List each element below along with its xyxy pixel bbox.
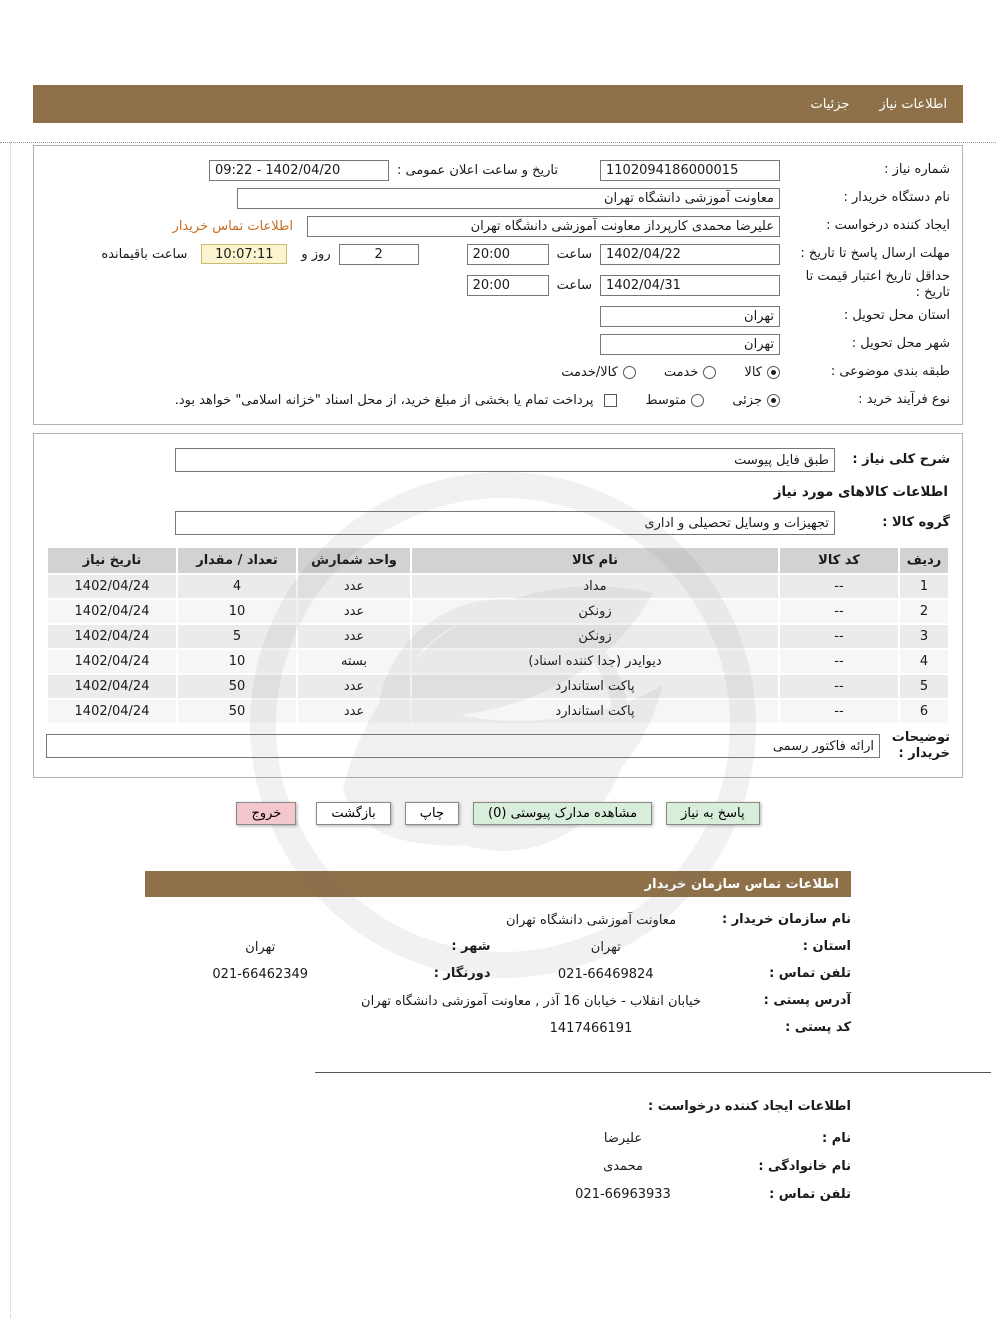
postal-code-label: کد پستی : [785, 1020, 851, 1036]
table-cell: 5 [178, 625, 296, 648]
row-first-name [145, 1124, 851, 1152]
goods-table [46, 546, 950, 725]
need-description-field[interactable]: طبق فایل پیوست [175, 448, 835, 472]
table-cell: 1402/04/24 [48, 625, 176, 648]
row-phone-fax [145, 961, 851, 988]
goods-service-radio[interactable] [623, 366, 636, 379]
page [0, 85, 996, 1208]
goods-group-label: گروه کالا : [882, 514, 950, 530]
postal-code-value: 1417466191 [549, 1021, 633, 1036]
table-row [48, 600, 948, 623]
price-validity-label-line1: حداقل تاریخ اعتبار قیمت تا [805, 268, 950, 284]
need-description-label: شرح کلی نیاز : [852, 451, 950, 467]
table-cell: 4 [900, 650, 948, 673]
tab-need-info[interactable]: اطلاعات نیاز [879, 96, 947, 112]
subject-classification-label: طبقه بندی موضوعی : [830, 363, 950, 379]
row-price-validity [46, 268, 950, 302]
medium-radio[interactable] [691, 394, 704, 407]
price-validity-label [780, 269, 950, 302]
table-cell: 50 [178, 675, 296, 698]
row-creator-phone [145, 1180, 851, 1208]
goods-panel [33, 433, 963, 778]
contact-phone-label: تلفن تماس : [769, 966, 851, 982]
table-cell: -- [780, 625, 898, 648]
validity-date-field[interactable]: 1402/04/31 [600, 275, 780, 296]
goods-section-title: اطلاعات کالاهای مورد نیاز [773, 484, 948, 500]
response-deadline-label: مهلت ارسال پاسخ تا تاریخ : [800, 245, 950, 261]
creator-phone-label: تلفن تماس : [769, 1186, 851, 1202]
row-need-number [46, 156, 950, 184]
option-service[interactable] [664, 365, 717, 380]
table-header-cell: تاریخ نیاز [48, 548, 176, 573]
contact-province-label: استان : [802, 939, 851, 955]
row-need-description [46, 444, 950, 476]
table-cell: عدد [298, 600, 410, 623]
action-buttons [0, 802, 996, 825]
deadline-date-field[interactable]: 1402/04/22 [600, 244, 780, 265]
first-name-value: علیرضا [603, 1130, 643, 1146]
row-delivery-province [46, 302, 950, 330]
contact-phone-value: 021-66469824 [557, 967, 654, 982]
table-row [48, 575, 948, 598]
announce-datetime-field[interactable]: 09:22 - 1402/04/20 [209, 160, 389, 181]
contact-province-value: تهران [590, 940, 621, 955]
first-name-label: نام : [821, 1130, 851, 1146]
table-cell: مداد [412, 575, 778, 598]
row-postal-code [145, 1015, 851, 1042]
option-medium[interactable] [645, 393, 704, 408]
buyer-notes-label-line2: خریدار : [898, 746, 950, 761]
goods-table-body [48, 575, 948, 723]
deadline-time-field[interactable]: 20:00 [467, 244, 549, 265]
delivery-province-field[interactable]: تهران [600, 306, 780, 327]
medium-radio-label: متوسط [645, 392, 687, 408]
table-cell: -- [780, 600, 898, 623]
validity-time-field[interactable]: 20:00 [467, 275, 549, 296]
option-goods-service[interactable] [561, 365, 636, 380]
table-cell: 6 [900, 700, 948, 723]
remaining-days-field[interactable]: 2 [339, 244, 419, 265]
row-last-name [145, 1152, 851, 1180]
delivery-city-label: شهر محل تحویل : [851, 335, 950, 351]
goods-service-radio-label: کالا/خدمت [561, 364, 618, 380]
row-subject-classification [46, 358, 950, 386]
table-cell: بسته [298, 650, 410, 673]
table-cell: عدد [298, 625, 410, 648]
tab-details[interactable]: جزئیات [810, 96, 850, 112]
table-cell: 10 [178, 650, 296, 673]
creator-phone-value: 021-66963933 [575, 1186, 671, 1202]
last-name-value: محمدی [603, 1158, 643, 1174]
table-cell: 5 [900, 675, 948, 698]
goods-radio[interactable] [767, 366, 780, 379]
service-radio-label: خدمت [663, 364, 699, 380]
table-cell: زونکن [412, 625, 778, 648]
buyer-notes-label-line1: توضیحات [891, 729, 950, 745]
petty-radio[interactable] [767, 394, 780, 407]
row-process-type [46, 386, 950, 414]
table-cell: عدد [298, 675, 410, 698]
need-summary-panel [33, 145, 963, 425]
option-goods[interactable] [744, 365, 780, 380]
row-postal-address [145, 988, 851, 1015]
table-header-cell: ردیف [900, 548, 948, 573]
view-attachments-button[interactable]: مشاهده مدارک پیوستی (0) [473, 802, 652, 825]
goods-group-field[interactable]: تجهیزات و وسایل تحصیلی و اداری [175, 511, 835, 535]
org-name-value: معاونت آموزشی دانشگاه تهران [505, 913, 677, 928]
delivery-city-field[interactable]: تهران [600, 334, 780, 355]
contact-fax-value: 021-66462349 [212, 967, 309, 982]
table-cell: -- [780, 700, 898, 723]
validity-hour-label: ساعت [556, 277, 592, 293]
table-header-cell: تعداد / مقدار [178, 548, 296, 573]
last-name-label: نام خانوادگی : [758, 1158, 851, 1174]
buyer-contact-section [145, 907, 851, 1042]
table-row [48, 700, 948, 723]
buyer-org-label: نام دستگاه خریدار : [843, 189, 950, 205]
table-cell: 1402/04/24 [48, 675, 176, 698]
row-delivery-city [46, 330, 950, 358]
delivery-province-label: استان محل تحویل : [843, 307, 950, 323]
request-creator-field[interactable]: علیرضا محمدی کارپرداز معاونت آموزشی دانشگاه تهران [307, 216, 780, 237]
days-unit-label: روز و [301, 246, 331, 262]
treasury-note-label: پرداخت تمام یا بخشی از مبلغ خرید، از محل اسناد "خزانه اسلامی" خواهد بود. [174, 392, 594, 408]
row-response-deadline [46, 240, 950, 268]
table-header-row [48, 548, 948, 573]
row-buyer-org [46, 184, 950, 212]
table-cell: 1402/04/24 [48, 650, 176, 673]
treasury-payment-option[interactable] [175, 393, 618, 408]
table-cell: 3 [900, 625, 948, 648]
section-divider [315, 1072, 991, 1073]
table-header-cell: نام کالا [412, 548, 778, 573]
row-buyer-notes [46, 729, 950, 763]
row-request-creator [46, 212, 950, 240]
table-header-cell: واحد شمارش [298, 548, 410, 573]
process-type-label: نوع فرآیند خرید : [858, 391, 950, 407]
postal-address-label: آدرس پستی : [763, 993, 851, 1009]
row-province-city [145, 934, 851, 961]
petty-radio-label: جزئی [732, 392, 762, 408]
back-button[interactable]: بازگشت [316, 802, 390, 825]
option-petty[interactable] [732, 393, 780, 408]
buyer-notes-field[interactable]: ارائه فاکتور رسمی [46, 734, 880, 758]
creator-section-title: اطلاعات ایجاد کننده درخواست : [648, 1099, 851, 1114]
table-row [48, 650, 948, 673]
table-cell: 1402/04/24 [48, 600, 176, 623]
table-cell: زونکن [412, 600, 778, 623]
request-creator-label: ایجاد کننده درخواست : [826, 217, 950, 233]
table-cell: عدد [298, 700, 410, 723]
table-header-cell: کد کالا [780, 548, 898, 573]
deadline-hour-label: ساعت [556, 246, 592, 262]
price-validity-label-line2: تاریخ : [915, 285, 950, 300]
buyer-org-field[interactable]: معاونت آموزشی دانشگاه تهران [237, 188, 780, 209]
table-cell: 10 [178, 600, 296, 623]
table-cell: پاکت استاندارد [412, 700, 778, 723]
table-row [48, 675, 948, 698]
row-org-name [145, 907, 851, 934]
announce-datetime-label: تاریخ و ساعت اعلان عمومی : [396, 162, 558, 178]
remaining-hours-label: ساعت باقیمانده [101, 246, 188, 262]
row-goods-group [46, 506, 950, 540]
need-number-field[interactable]: 1102094186000015 [600, 160, 780, 181]
print-button[interactable]: چاپ [405, 802, 459, 825]
service-radio[interactable] [703, 366, 716, 379]
request-creator-section [145, 1099, 851, 1208]
buyer-contact-header: اطلاعات تماس سازمان خریدار [145, 871, 851, 897]
table-cell: عدد [298, 575, 410, 598]
exit-button[interactable]: خروج [236, 802, 296, 825]
contact-fax-label: دورنگار : [433, 966, 491, 982]
table-cell: 1 [900, 575, 948, 598]
top-tabs-bar [33, 85, 963, 123]
table-cell: -- [780, 575, 898, 598]
respond-button[interactable]: پاسخ به نیاز [666, 802, 760, 825]
org-name-label: نام سازمان خریدار : [721, 912, 851, 928]
need-number-label: شماره نیاز : [884, 161, 950, 177]
table-cell: 2 [900, 600, 948, 623]
table-cell: پاکت استاندارد [412, 675, 778, 698]
table-cell: -- [780, 650, 898, 673]
table-cell: -- [780, 675, 898, 698]
table-cell: 50 [178, 700, 296, 723]
table-cell: 4 [178, 575, 296, 598]
buyer-contact-link[interactable]: اطلاعات تماس خریدار [172, 218, 293, 234]
table-row [48, 625, 948, 648]
contact-city-value: تهران [245, 940, 276, 955]
countdown-timer: 10:07:11 [201, 244, 287, 264]
table-cell: 1402/04/24 [48, 700, 176, 723]
contact-city-label: شهر : [451, 939, 491, 955]
treasury-checkbox[interactable] [604, 394, 617, 407]
goods-radio-label: کالا [744, 364, 762, 380]
buyer-notes-label [880, 730, 950, 763]
table-cell: دیوایدر (جدا کننده اسناد) [412, 650, 778, 673]
table-cell: 1402/04/24 [48, 575, 176, 598]
postal-address-value: خیابان انقلاب - خیابان 16 آذر , معاونت آموزشی دانشگاه تهران [361, 994, 701, 1009]
